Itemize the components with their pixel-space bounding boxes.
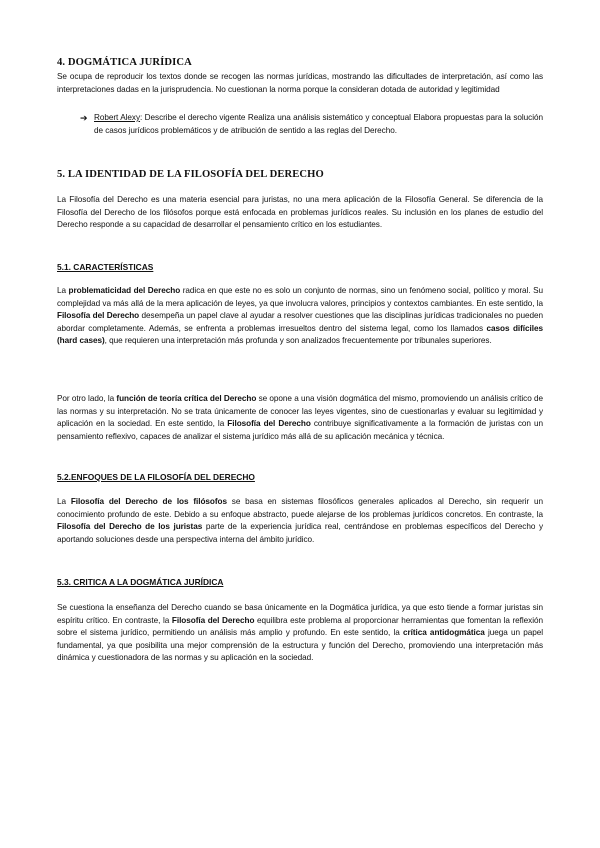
- section-4-text: Se ocupa de reproducir los textos donde se recogen las normas jurídicas, mostrando las dificultades de interpretación, así como las interpretaciones dadas en la jurisprudencia. No cuestionan la norma porque la consideran dotada de autoridad y legitimidad: [57, 72, 543, 94]
- section-5-1-paragraph-1: La problematicidad del Derecho radica en que este no es solo un conjunto de normas, sino un fenómeno social, político y moral. Su complejidad va más allá de la mera aplicación de leyes, ya que involucra valores, principios y contextos cambiantes. En este sentido, la Filosofía del Derecho desempeña un papel clave al ayudar a resolver cuestiones que las disciplinas jurídicas tradicionales no pueden abordar completamente. Además, se enfrenta a problemas irresueltos dentro del sistema legal, como los llamados casos difíciles (hard cases), que requieren una interpretación más profunda y son analizados frecuentemente por tribunales superiores.: [57, 286, 543, 346]
- section-5-3-paragraph: Se cuestiona la enseñanza del Derecho cuando se basa únicamente en la Dogmática jurídica, ya que esto tiende a formar juristas sin espíritu crítico. En contraste, la Filosofía del Derecho equilibra este problema al proporcionar herramientas que fomentan la reflexión sobre el sistema jurídico, permitiendo un análisis más amplio y profundo. En este sentido, la crítica antidogmática juega un papel fundamental, ya que posibilita una mejor comprensión de la estructura y función del Derecho, promoviendo una interpretación más dinámica y cuestionadora de las normas y su aplicación en la sociedad.: [57, 603, 544, 663]
- section-4-title: 4. DOGMÁTICA JURÍDICA: [57, 57, 192, 68]
- bullet-description: : Describe el derecho vigente Realiza una análisis sistemático y conceptual Elabora propuestas para la solución de casos jurídicos problemáticos y de atribución de sentido a las reglas del Derecho.: [94, 113, 543, 135]
- section-5-2-paragraph: La Filosofía del Derecho de los filósofos se basa en sistemas filosóficos generales aplicados al Derecho, sin requerir un conocimiento profundo de este. Debido a su enfoque abstracto, puede alejarse de los problemas jurídicos concretos. En contraste, la Filosofía del Derecho de los juristas parte de la experiencia jurídica real, centrándose en problemas específicos del Derecho y aportando soluciones desde una perspectiva interna del ámbito jurídico.: [57, 497, 543, 544]
- section-5-3-title: 5.3. CRITICA A LA DOGMÁTICA JURÍDICA: [57, 577, 224, 587]
- section-4-bullet: [80, 112, 543, 137]
- section-5-2-title: 5.2.ENFOQUES DE LA FILOSOFÍA DEL DERECHO: [57, 472, 255, 482]
- arrow-right-icon: ➔: [80, 113, 88, 123]
- bullet-text: [94, 112, 543, 137]
- section-5-title: 5. LA IDENTIDAD DE LA FILOSOFÍA DEL DERECHO: [57, 169, 324, 180]
- section-5-1-paragraph-2: Por otro lado, la función de teoría crítica del Derecho se opone a una visión dogmática del mismo, promoviendo un análisis crítico de las normas y su interpretación. No se trata únicamente de conocer las leyes vigentes, sino de cuestionarlas y evaluar su legitimidad y aplicación en la sociedad. En este sentido, la Filosofía del Derecho contribuye significativamente a la formación de juristas con un pensamiento reflexivo, capaces de analizar el sistema jurídico más allá de su aplicación mecánica y técnica.: [57, 394, 543, 441]
- section-5-1-title: 5.1. CARACTERÍSTICAS: [57, 262, 154, 272]
- bullet-author: Robert Alexy: [94, 113, 141, 122]
- section-5-text: La Filosofía del Derecho es una materia esencial para juristas, no una mera aplicación de la Filosofía General. Se diferencia de la Filosofía del Derecho de los filósofos porque está enfocada en problemas jurídicos reales. Su inclusión en los planes de estudio del Derecho responde a su capacidad de desarrollar el pensamiento crítico en los estudiantes.: [57, 195, 543, 230]
